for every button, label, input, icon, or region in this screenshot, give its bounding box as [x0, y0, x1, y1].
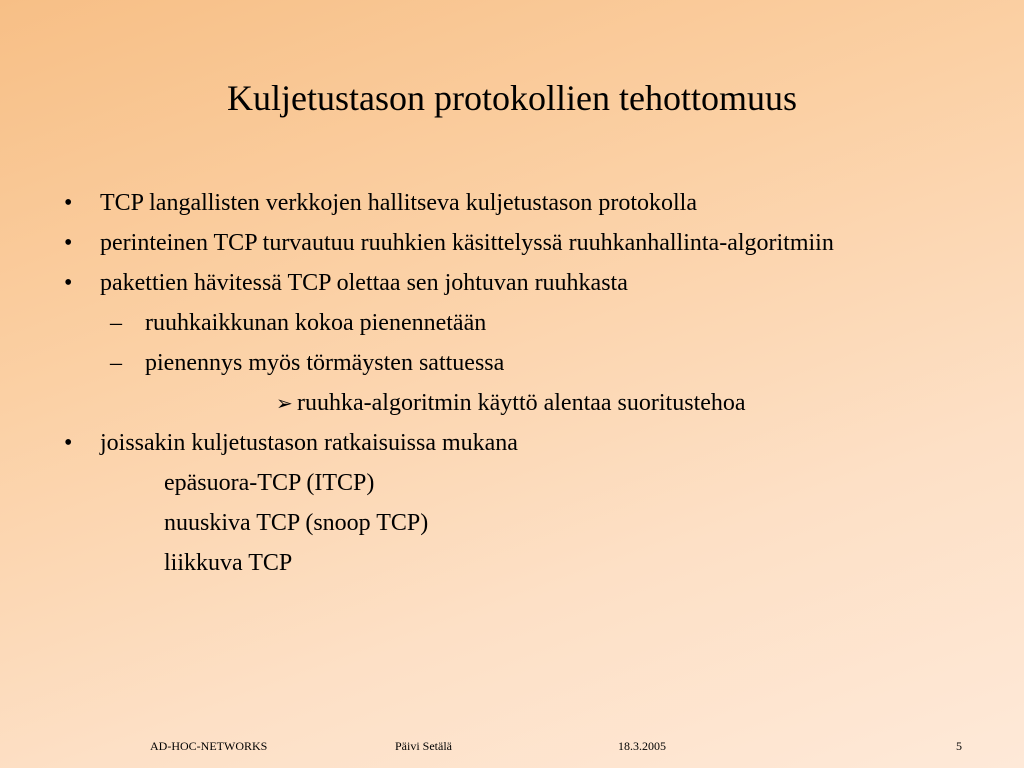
arrow-bullet-icon: ➢ — [276, 391, 293, 415]
footer-course: AD-HOC-NETWORKS — [150, 739, 268, 753]
bullet-item — [60, 186, 960, 220]
sub-bullet-text: ruuhkaikkunan kokoa pienennetään — [145, 310, 487, 336]
arrow-item — [60, 386, 960, 420]
dash-mark: – — [110, 310, 122, 336]
indented-item-text: epäsuora-TCP (ITCP) — [164, 470, 375, 496]
indented-item — [60, 466, 960, 500]
indented-item — [60, 506, 960, 540]
sub-bullet-item — [60, 306, 960, 340]
bullet-text: TCP langallisten verkkojen hallitseva kuljetustason protokolla — [100, 190, 697, 216]
indented-item-text: liikkuva TCP — [164, 550, 293, 576]
bullet-text: pakettien hävitessä TCP olettaa sen johtuvan ruuhkasta — [100, 270, 628, 296]
footer-author: Päivi Setälä — [395, 739, 452, 753]
bullet-mark: • — [64, 430, 73, 456]
bullet-item — [60, 426, 960, 460]
bullet-text: perinteinen TCP turvautuu ruuhkien käsittelyssä ruuhkanhallinta-algoritmiin — [100, 230, 834, 256]
slide-content — [60, 186, 960, 586]
bullet-item — [60, 266, 960, 300]
footer-date: 18.3.2005 — [618, 739, 666, 753]
arrow-item-text: ruuhka-algoritmin käyttö alentaa suoritustehoa — [297, 390, 746, 416]
bullet-mark: • — [64, 230, 73, 256]
dash-mark: – — [110, 350, 122, 376]
bullet-mark: • — [64, 270, 73, 296]
indented-item-text: nuuskiva TCP (snoop TCP) — [164, 510, 429, 536]
bullet-text: joissakin kuljetustason ratkaisuissa mukana — [100, 430, 518, 456]
sub-bullet-text: pienennys myös törmäysten sattuessa — [145, 350, 505, 376]
indented-item — [60, 546, 960, 580]
bullet-item — [60, 226, 960, 260]
slide-title: Kuljetustason protokollien tehottomuus — [227, 78, 797, 118]
sub-bullet-item — [60, 346, 960, 380]
footer-page-number: 5 — [956, 739, 962, 753]
bullet-mark: • — [64, 190, 73, 216]
